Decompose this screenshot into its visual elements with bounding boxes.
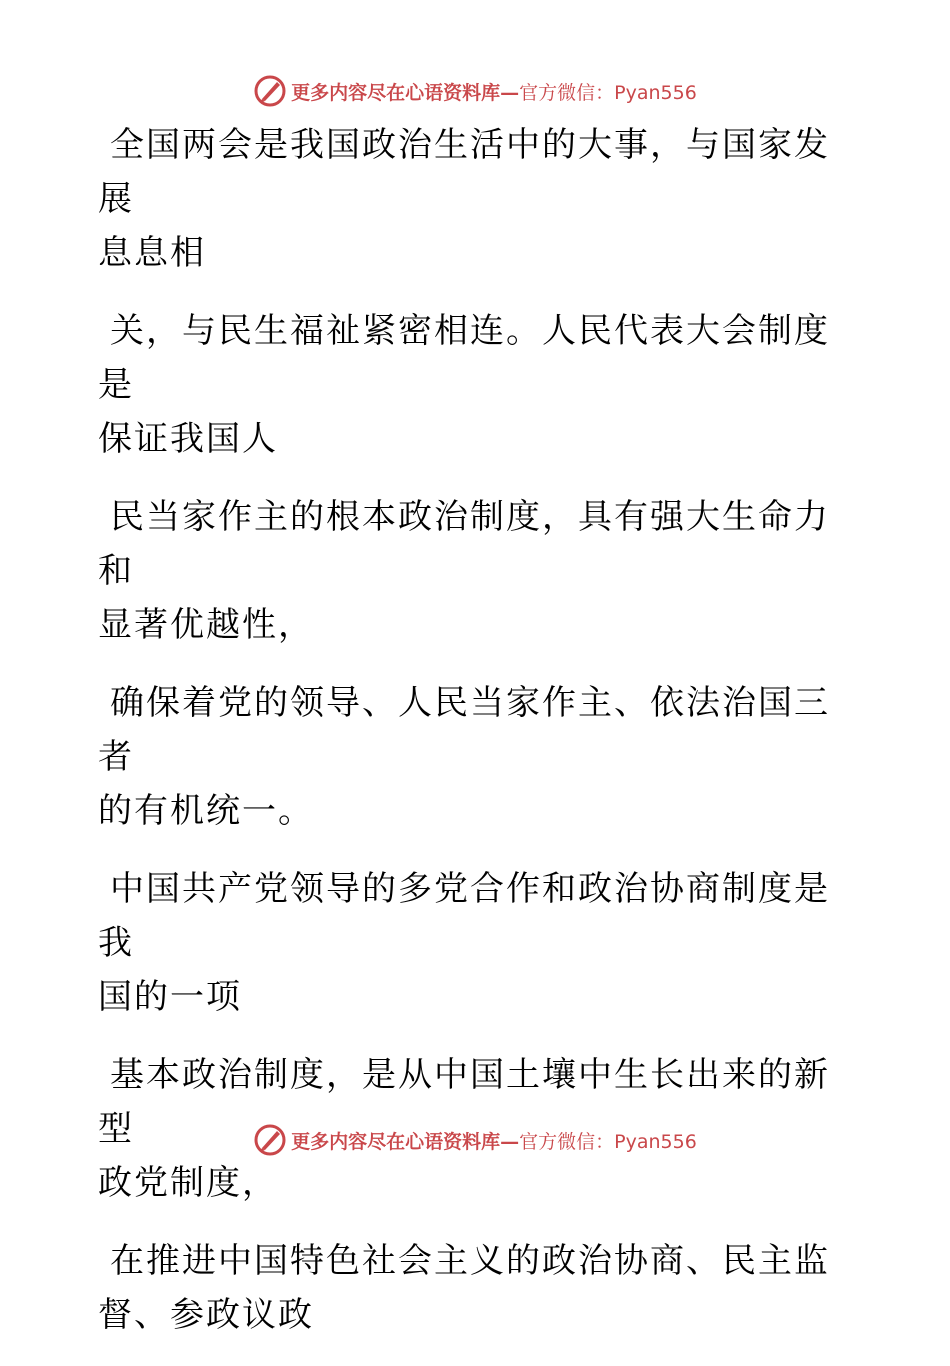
quill-logo-icon: [253, 74, 287, 108]
paragraph-line-continued: 息息相: [98, 233, 206, 273]
paragraph-line: 基本政治制度，是从中国土壤中生长出来的新型: [98, 1055, 830, 1149]
paragraph: [98, 490, 838, 652]
footer-banner: [0, 1120, 950, 1160]
paragraph: [98, 118, 838, 280]
paragraph-line-continued: 政党制度，: [98, 1163, 278, 1203]
header-contact: 官方微信：Pyan556: [519, 81, 697, 104]
paragraph-line-continued: 显著优越性，: [98, 605, 314, 645]
paragraph-line-continued: 的有机统一。: [98, 791, 314, 831]
paragraph-line: 关，与民生福祉紧密相连。人民代表大会制度是: [98, 311, 830, 405]
document-body: [98, 118, 838, 1366]
paragraph: [98, 304, 838, 466]
header-slogan: 更多内容尽在心语资料库—: [291, 81, 520, 104]
paragraph-line: 全国两会是我国政治生活中的大事，与国家发展: [98, 125, 830, 219]
paragraph: [98, 862, 838, 1024]
header-banner: [0, 71, 950, 111]
paragraph-line-continued: 国的一项: [98, 977, 242, 1017]
paragraph-line: 在推进中国特色社会主义的政治协商、民主监: [110, 1241, 830, 1281]
quill-logo-icon: [253, 1123, 287, 1157]
paragraph-line-continued: 保证我国人: [98, 419, 278, 459]
paragraph-line-continued: 督、参政议政: [98, 1295, 314, 1335]
paragraph-line: 中国共产党领导的多党合作和政治协商制度是我: [98, 869, 830, 963]
paragraph-line: 民当家作主的根本政治制度，具有强大生命力和: [98, 497, 830, 591]
paragraph: [98, 676, 838, 838]
paragraph-line: 确保着党的领导、人民当家作主、依法治国三者: [98, 683, 830, 777]
footer-slogan: 更多内容尽在心语资料库—: [291, 1130, 520, 1153]
footer-contact: 官方微信：Pyan556: [519, 1130, 697, 1153]
paragraph: [98, 1234, 838, 1342]
